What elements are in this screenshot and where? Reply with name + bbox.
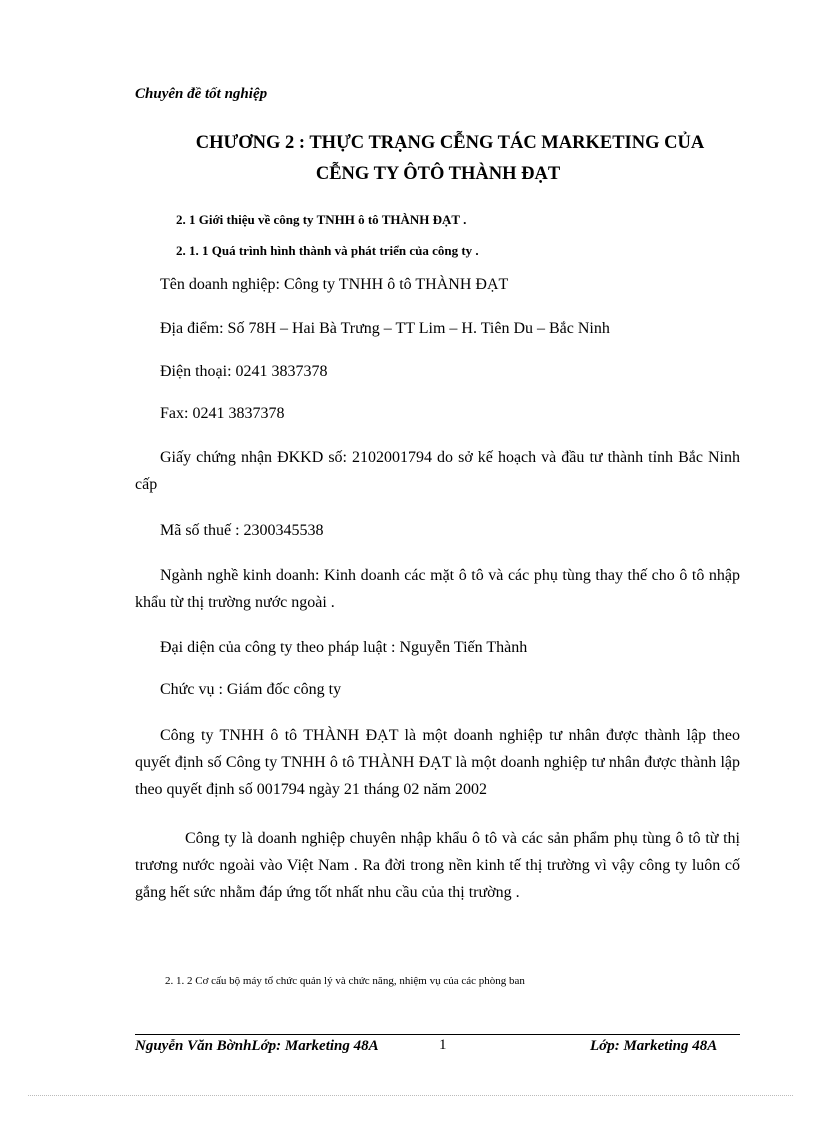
position-line: Chức vụ : Giám đốc công ty (160, 681, 342, 698)
chapter-title-line-2: CỄNG TY ÔTÔ THÀNH ĐẠT (315, 164, 561, 184)
section-heading-2-1-1: 2. 1. 1 Quá trình hình thành và phát triển của công ty . (176, 243, 479, 258)
company-fax-line: Fax: 0241 3837378 (160, 405, 285, 422)
footer-class: Lớp: Marketing 48A (590, 1038, 718, 1054)
section-heading-2-1: 2. 1 Giới thiệu về công ty TNHH ô tô THÀNH ĐẠT . (176, 212, 467, 227)
company-address-line: Địa điểm: Số 78H – Hai Bà Trưng – TT Lim – H. Tiên Du – Bắc Ninh (160, 320, 610, 337)
document-header-title: Chuyên đề tốt nghiệp (135, 86, 268, 102)
legal-representative-line: Đại diện của công ty theo pháp luật : Nguyễn Tiến Thành (160, 639, 528, 656)
business-license-paragraph: Giấy chứng nhận ĐKKD số: 2102001794 do sở kế hoạch và đầu tư thành tỉnh Bắc Ninh cấp (135, 449, 740, 493)
page-bottom-dotted-line (28, 1095, 793, 1096)
tax-code-line: Mã số thuế : 2300345538 (160, 522, 324, 539)
business-line-paragraph: Ngành nghề kinh doanh: Kinh doanh các mặt ô tô và các phụ tùng thay thế cho ô tô nhập khẩu từ thị trường nước ngoài . (135, 567, 740, 611)
section-heading-2-1-2: 2. 1. 2 Cơ cấu bộ máy tổ chức quản lý và chức năng, nhiệm vụ của các phòng ban (165, 975, 525, 987)
chapter-title-line-1: CHƯƠNG 2 : THỰC TRẠNG CỄNG TÁC MARKETING CỦA (195, 133, 705, 153)
footer-divider (135, 1034, 740, 1035)
company-intro-paragraph: Công ty TNHH ô tô THÀNH ĐẠT là một doanh nghiệp tư nhân được thành lập theo quyết định số Công ty TNHH ô tô THÀNH ĐẠT là một doanh nghiệp tư nhân được thành lập theo quyết định số 001794 ngày 21 tháng 02 năm 2002 (135, 727, 740, 798)
company-business-paragraph: Công ty là doanh nghiệp chuyên nhập khẩu ô tô và các sản phẩm phụ tùng ô tô từ thị trương nước ngoài vào Việt Nam . Ra đời trong nền kinh tế thị trường vì vậy công ty luôn cố gắng hết sức nhằm đáp ứng tốt nhất nhu cầu của thị trường . (135, 830, 740, 901)
footer-author: Nguyễn Văn BờnhLớp: Marketing 48A (135, 1038, 379, 1054)
company-name-line: Tên doanh nghiệp: Công ty TNHH ô tô THÀNH ĐẠT (160, 276, 509, 293)
company-phone-line: Điện thoại: 0241 3837378 (160, 363, 328, 380)
footer-page-number: 1 (439, 1037, 447, 1053)
